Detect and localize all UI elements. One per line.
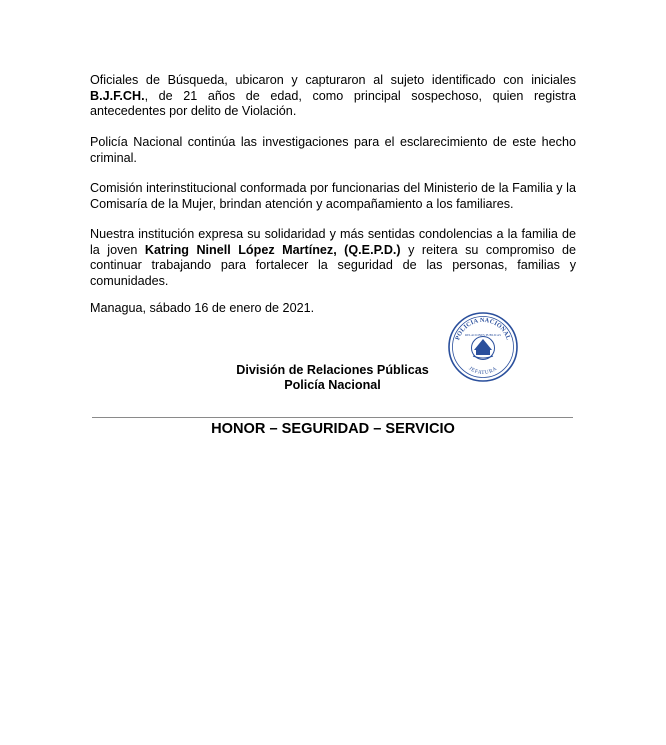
paragraph-condolences [90, 227, 576, 289]
paragraph-condolences-text-a: Nuestra institución expresa su solidaridad y más sentidas condolencias a la familia de la joven [90, 227, 576, 257]
motto: HONOR – SEGURIDAD – SERVICIO [211, 421, 455, 437]
signature-institution: Policía Nacional [284, 378, 381, 392]
victim-name: Katring Ninell López Martínez, (Q.E.P.D.) [144, 242, 401, 257]
suspect-initials: B.J.F.CH. [90, 88, 145, 103]
paragraph-investigation: Policía Nacional continúa las investigaciones para el esclarecimiento de este hecho criminal. [90, 135, 576, 165]
paragraph-capture [90, 73, 576, 120]
divider-line [92, 417, 573, 418]
paragraph-capture-text-c: , de 21 años de edad, como principal sospechoso, quien registra antecedentes por delito de Violación. [90, 88, 576, 118]
seal-middle-text: RELACIONES PUBLICAS [464, 333, 502, 337]
paragraph-commission: Comisión interinstitucional conformada por funcionarias del Ministerio de la Familia y la Comisaría de la Mujer, brindan atención y acompañamiento a los familiares. [90, 181, 576, 211]
seal-top-text: POLICIA NACIONAL [454, 316, 512, 342]
paragraph-condolences-text-c: y reitera su compromiso de continuar trabajando para fortalecer la seguridad de las personas, familias y comunidades. [90, 242, 576, 288]
signature-division: División de Relaciones Públicas [236, 363, 429, 377]
paragraph-capture-text-a: Oficiales de Búsqueda, ubicaron y capturaron al sujeto identificado con iniciales [90, 73, 576, 87]
seal-bottom-text: JEFATURA [467, 365, 499, 377]
date-line: Managua, sábado 16 de enero de 2021. [90, 301, 315, 315]
police-seal-icon [446, 310, 520, 384]
